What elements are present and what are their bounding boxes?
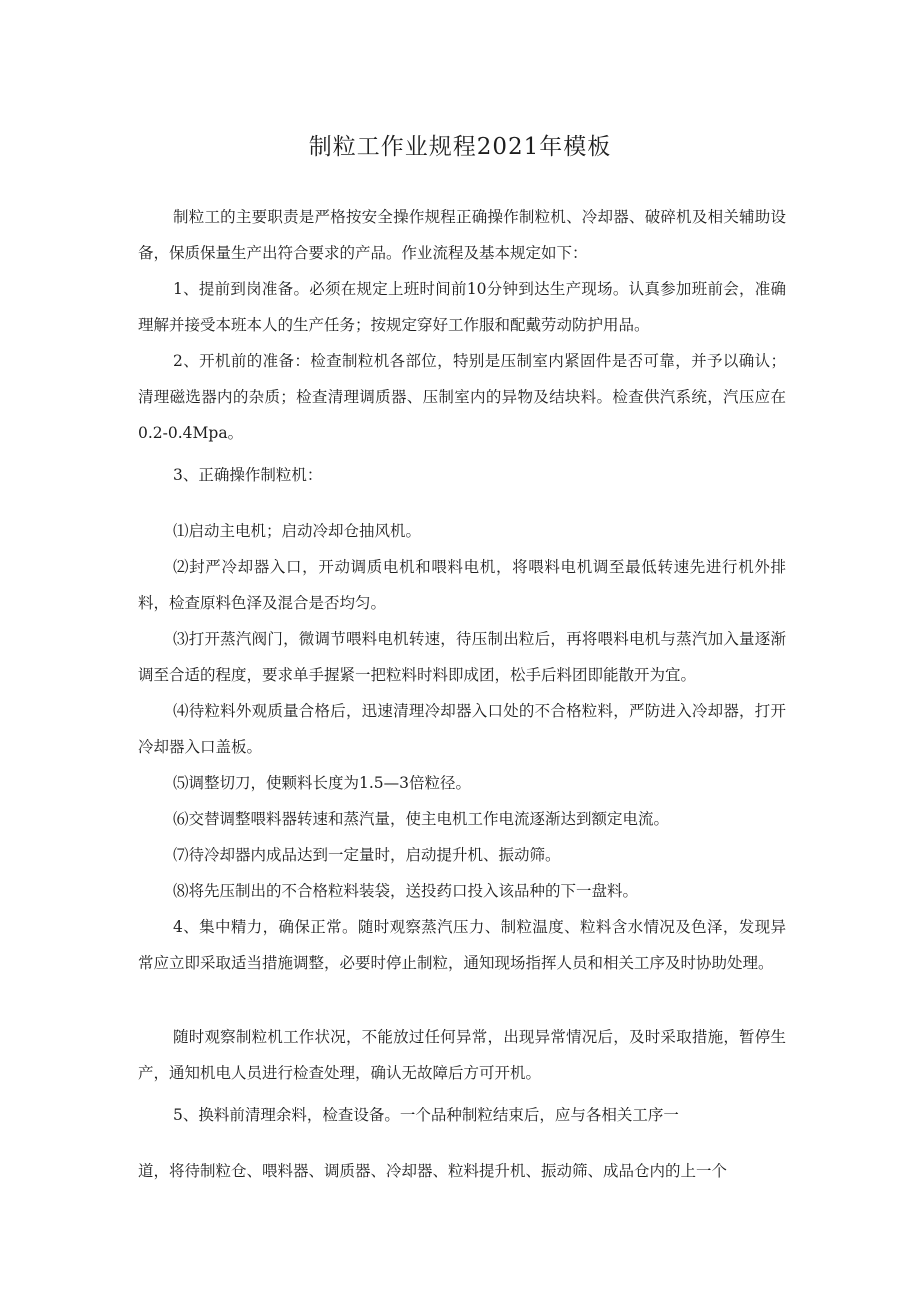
paragraph-substep-6: ⑹交替调整喂料器转速和蒸汽量，使主电机工作电流逐渐达到额定电流。 (173, 810, 670, 828)
document-title: 制粒工作业规程2021年模板 (308, 134, 612, 161)
paragraph-substep-4: ⑷待粒料外观质量合格后，迅速清理冷却器入口处的不合格粒料，严防进入冷却器，打开冷却器入口盖板。 (138, 702, 786, 756)
paragraph-substep-1: ⑴启动主电机；启动冷却仓抽风机。 (173, 522, 422, 540)
paragraph-step-5: 5、换料前清理余料，检查设备。一个品种制粒结束后，应与各相关工序一 (173, 1106, 679, 1124)
paragraph-observation: 随时观察制粒机工作状况，不能放过任何异常，出现异常情况后，及时采取措施，暂停生产，通知机电人员进行检查处理，确认无故障后方可开机。 (138, 1028, 786, 1082)
paragraph-step-1: 1、提前到岗准备。必须在规定上班时间前10分钟到达生产现场。认真参加班前会，准确理解并接受本班本人的生产任务；按规定穿好工作服和配戴劳动防护用品。 (138, 280, 786, 334)
paragraph-substep-2: ⑵封严冷却器入口，开动调质电机和喂料电机，将喂料电机调至最低转速先进行机外排料，检查原料色泽及混合是否均匀。 (138, 558, 786, 612)
paragraph-step-2: 2、开机前的准备：检查制粒机各部位，特别是压制室内紧固件是否可靠，并予以确认；清理磁选器内的杂质；检查清理调质器、压制室内的异物及结块料。检查供汽系统，汽压应在0.2-0.4Mpa。 (138, 352, 786, 442)
paragraph-intro: 制粒工的主要职责是严格按安全操作规程正确操作制粒机、冷却器、破碎机及相关辅助设备，保质保量生产出符合要求的产品。作业流程及基本规定如下： (138, 208, 786, 262)
paragraph-substep-8: ⑻将先压制出的不合格粒料装袋，送投药口投入该品种的下一盘料。 (173, 882, 639, 900)
paragraph-step-5-continued: 道，将待制粒仓、喂料器、调质器、冷却器、粒料提升机、振动筛、成品仓内的上一个 (138, 1162, 728, 1180)
paragraph-substep-7: ⑺待冷却器内成品达到一定量时，启动提升机、振动筛。 (173, 846, 561, 864)
paragraph-step-4: 4、集中精力，确保正常。随时观察蒸汽压力、制粒温度、粒料含水情况及色泽，发现异常应立即采取适当措施调整，必要时停止制粒，通知现场指挥人员和相关工序及时协助处理。 (138, 918, 786, 972)
paragraph-substep-5: ⑸调整切刀，使颗料长度为1.5—3倍粒径。 (173, 774, 472, 792)
paragraph-step-3: 3、正确操作制粒机： (173, 466, 323, 484)
paragraph-substep-3: ⑶打开蒸汽阀门，微调节喂料电机转速，待压制出粒后，再将喂料电机与蒸汽加入量逐渐调至合适的程度，要求单手握紧一把粒料时料即成团，松手后料团即能散开为宜。 (138, 630, 786, 684)
